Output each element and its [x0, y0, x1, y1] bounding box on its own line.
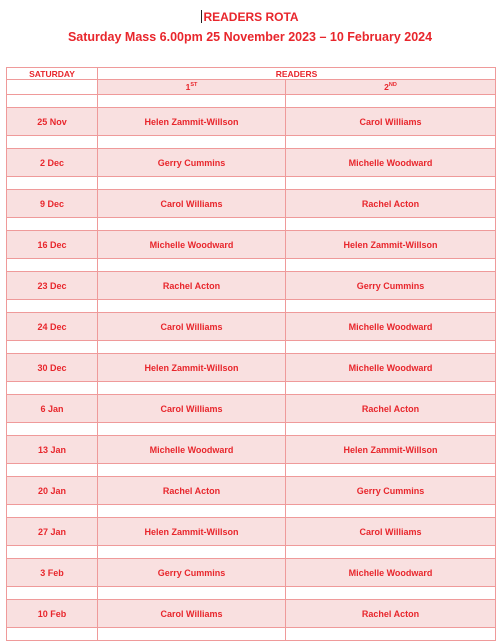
spacer-cell	[286, 628, 496, 641]
first-reader-cell: Gerry Cummins	[98, 149, 286, 177]
spacer-cell	[286, 464, 496, 477]
date-cell: 9 Dec	[7, 190, 98, 218]
spacer-cell	[286, 300, 496, 313]
spacer-cell	[98, 300, 286, 313]
page-subtitle: Saturday Mass 6.00pm 25 November 2023 – 10 February 2024	[67, 30, 433, 44]
spacer-row	[7, 136, 496, 149]
first-reader-header	[98, 80, 286, 95]
date-cell: 16 Dec	[7, 231, 98, 259]
subheader-row	[7, 80, 496, 95]
date-cell: 2 Dec	[7, 149, 98, 177]
first-reader-suffix: ST	[190, 82, 198, 88]
spacer-cell	[7, 218, 98, 231]
date-cell: 25 Nov	[7, 108, 98, 136]
first-reader-cell: Helen Zammit-Willson	[98, 354, 286, 382]
page-title	[0, 10, 500, 24]
spacer-cell	[98, 587, 286, 600]
spacer-cell	[98, 95, 286, 108]
spacer-cell	[7, 341, 98, 354]
spacer-cell	[7, 382, 98, 395]
second-reader-cell: Carol Williams	[286, 108, 496, 136]
page-title-text: READERS ROTA	[203, 10, 299, 24]
spacer-row	[7, 587, 496, 600]
first-reader-cell: Rachel Acton	[98, 477, 286, 505]
spacer-cell	[286, 95, 496, 108]
table-row	[7, 149, 496, 177]
second-reader-cell: Michelle Woodward	[286, 354, 496, 382]
spacer-cell	[286, 423, 496, 436]
header-row	[7, 68, 496, 80]
first-reader-cell: Helen Zammit-Willson	[98, 108, 286, 136]
readers-rota-table	[6, 67, 496, 641]
first-reader-number: 1	[185, 82, 191, 92]
date-cell: 6 Jan	[7, 395, 98, 423]
spacer-row	[7, 259, 496, 272]
spacer-row	[7, 95, 496, 108]
spacer-cell	[7, 95, 98, 108]
spacer-row	[7, 464, 496, 477]
spacer-row	[7, 341, 496, 354]
date-cell: 30 Dec	[7, 354, 98, 382]
second-reader-cell: Carol Williams	[286, 518, 496, 546]
spacer-cell	[7, 628, 98, 641]
spacer-cell	[98, 505, 286, 518]
spacer-cell	[7, 464, 98, 477]
second-reader-cell: Gerry Cummins	[286, 477, 496, 505]
spacer-cell	[7, 505, 98, 518]
table-row	[7, 559, 496, 587]
second-reader-cell: Rachel Acton	[286, 395, 496, 423]
table-row	[7, 190, 496, 218]
spacer-cell	[98, 136, 286, 149]
table-row	[7, 395, 496, 423]
second-reader-cell: Rachel Acton	[286, 190, 496, 218]
saturday-header: SATURDAY	[7, 68, 98, 80]
first-reader-cell: Gerry Cummins	[98, 559, 286, 587]
spacer-cell	[286, 505, 496, 518]
second-reader-cell: Michelle Woodward	[286, 559, 496, 587]
spacer-row	[7, 177, 496, 190]
rota-body	[7, 68, 496, 641]
second-reader-cell: Rachel Acton	[286, 600, 496, 628]
first-reader-cell: Michelle Woodward	[98, 436, 286, 464]
table-row	[7, 600, 496, 628]
spacer-cell	[98, 177, 286, 190]
spacer-cell	[286, 136, 496, 149]
readers-header: READERS	[98, 68, 496, 80]
spacer-cell	[286, 177, 496, 190]
spacer-cell	[286, 218, 496, 231]
spacer-cell	[7, 177, 98, 190]
second-reader-cell: Gerry Cummins	[286, 272, 496, 300]
table-row	[7, 231, 496, 259]
spacer-row	[7, 546, 496, 559]
table-row	[7, 354, 496, 382]
spacer-row	[7, 300, 496, 313]
first-reader-cell: Carol Williams	[98, 190, 286, 218]
table-row	[7, 313, 496, 341]
spacer-cell	[98, 464, 286, 477]
spacer-cell	[7, 423, 98, 436]
spacer-cell	[98, 423, 286, 436]
spacer-cell	[286, 546, 496, 559]
date-cell: 10 Feb	[7, 600, 98, 628]
spacer-cell	[7, 546, 98, 559]
spacer-cell	[286, 382, 496, 395]
table-row	[7, 436, 496, 464]
date-cell: 20 Jan	[7, 477, 98, 505]
date-cell: 13 Jan	[7, 436, 98, 464]
date-cell: 3 Feb	[7, 559, 98, 587]
first-reader-cell: Carol Williams	[98, 313, 286, 341]
spacer-row	[7, 628, 496, 641]
spacer-cell	[286, 587, 496, 600]
first-reader-cell: Rachel Acton	[98, 272, 286, 300]
table-row	[7, 272, 496, 300]
second-reader-cell: Helen Zammit-Willson	[286, 231, 496, 259]
table-row	[7, 477, 496, 505]
subheader-blank-cell	[7, 80, 98, 95]
table-row	[7, 518, 496, 546]
spacer-row	[7, 505, 496, 518]
spacer-cell	[286, 259, 496, 272]
spacer-cell	[7, 587, 98, 600]
date-cell: 24 Dec	[7, 313, 98, 341]
second-reader-header	[286, 80, 496, 95]
second-reader-cell: Helen Zammit-Willson	[286, 436, 496, 464]
first-reader-cell: Michelle Woodward	[98, 231, 286, 259]
second-reader-suffix: ND	[388, 82, 397, 88]
spacer-row	[7, 382, 496, 395]
date-cell: 23 Dec	[7, 272, 98, 300]
second-reader-number: 2	[384, 82, 389, 92]
spacer-cell	[98, 259, 286, 272]
table-row	[7, 108, 496, 136]
spacer-cell	[98, 628, 286, 641]
spacer-cell	[98, 218, 286, 231]
spacer-cell	[286, 341, 496, 354]
second-reader-cell: Michelle Woodward	[286, 313, 496, 341]
spacer-cell	[98, 341, 286, 354]
spacer-row	[7, 423, 496, 436]
first-reader-cell: Helen Zammit-Willson	[98, 518, 286, 546]
spacer-cell	[98, 546, 286, 559]
date-cell: 27 Jan	[7, 518, 98, 546]
spacer-cell	[7, 136, 98, 149]
spacer-cell	[7, 300, 98, 313]
spacer-cell	[7, 259, 98, 272]
spacer-row	[7, 218, 496, 231]
second-reader-cell: Michelle Woodward	[286, 149, 496, 177]
spacer-cell	[98, 382, 286, 395]
first-reader-cell: Carol Williams	[98, 600, 286, 628]
first-reader-cell: Carol Williams	[98, 395, 286, 423]
